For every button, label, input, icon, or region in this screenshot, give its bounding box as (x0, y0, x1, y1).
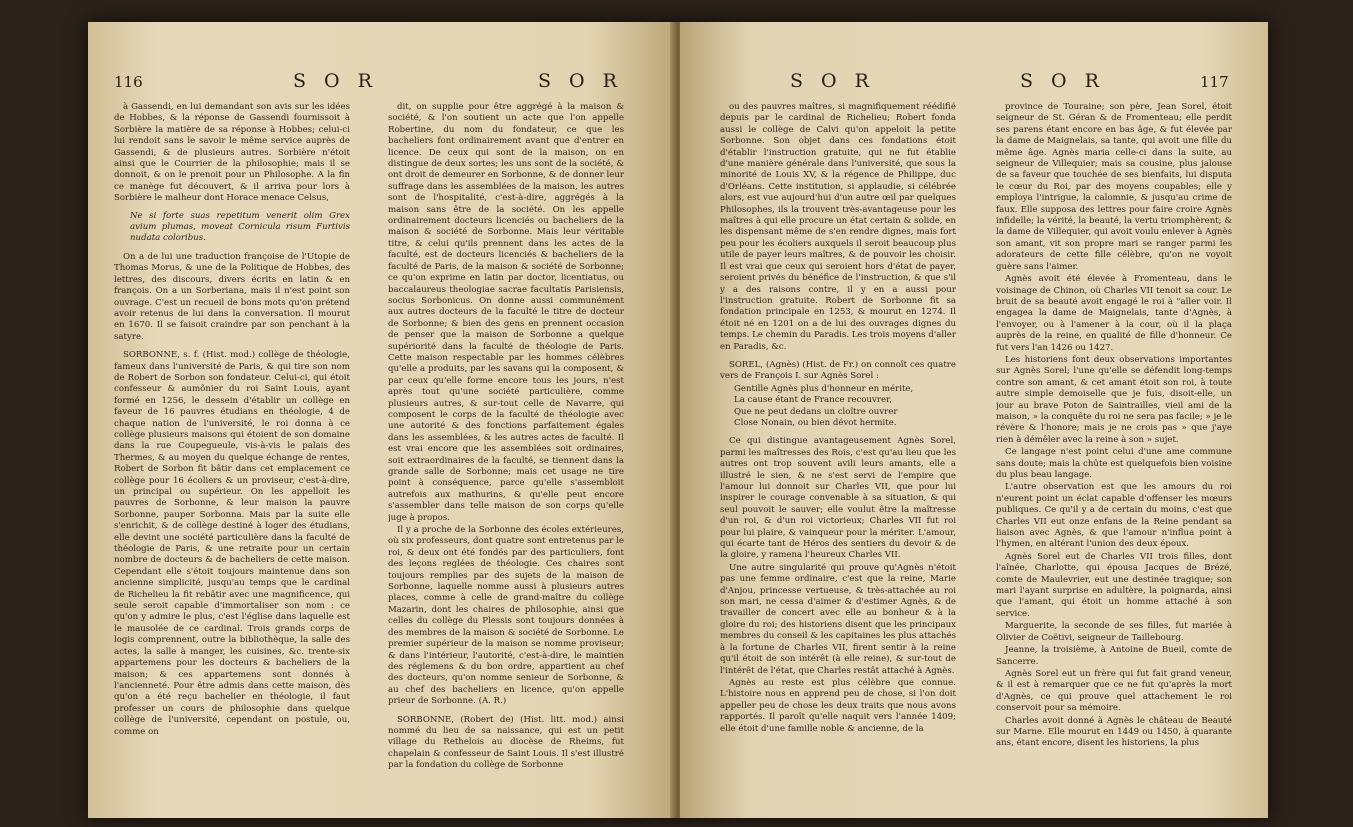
paragraph: Agnès au reste est plus célèbre que connue. L'histoire nous en apprend peu de chose, si l'on doit appeller peu de chose les deux traits que nous avons rapportés. Il paroît qu'elle naquit vers l'année 1409; elle étoit d'une famille noble & ancienne, de la (720, 677, 956, 734)
paragraph: Close Nonain, ou bien dévot hermite. (734, 417, 897, 428)
paragraph: dit, on supplie pour être aggrégé à la maison & société, & l'on soutient un acte que l'on appelle Robertine, du nom du fondateur, ce que les bacheliers font ordinairement avant que d'entrer en licence. De ceux qui sont de la maison, on en distingue de deux sortes; les uns sont de la société, & ont droit de demeurer en Sorbonne, & de donner leur suffrage dans les assemblées de la maison, les autres sont de l'hospitalité, c'est-à-dire, aggrégés à la maison sans être de la société. On les appelle ordinairement docteurs licenciés ou bacheliers de la maison & société de Sorbonne. Mais leur véritable titre, & celui qu'ils prennent dans les actes de la faculté, est de docteurs licenciés & bacheliers de la faculté de Paris, de la maison & société de Sorbonne; ce qu'on exprime en latin par doctor, licentiatus, ou baccalaureus theologiae sacrae facultatis Parisiensis, socius Sorbonicus. On donne aussi communément aux autres docteurs de la faculté le titre de docteur de Sorbonne; & bien des gens en prennent occasion de penser que la maison de Sorbonne a quelque supériorité dans la faculté de théologie de Paris. Cette maison respectable par les hommes célèbres qu'elle a produits, par les savans qui la composent, & par ceux qu'elle forme encore tous les jours, n'est après tout qu'une société particulière, comme plusieurs autres, & sur-tout celle de Navarre, qui composent le corps de la faculté de théologie avec une autorité & des fonctions parfaitement égales dans les assemblées, & les autres actes de faculté. Il est vrai encore que les assemblées soit ordinaires, soit extraordinaires de la faculté, se tiennent dans la grande salle de Sorbonne; mais cet usage ne tire point à conséquence, parce qu'elle s'assembloit autrefois aux mathurins, & qu'elle peut encore s'assembler dans telle maison de son corps qu'elle juge à propos. (388, 102, 624, 523)
paragraph: Les historiens font deux observations importantes sur Agnès Sorel; l'une qu'elle se défendit long-temps contre son amant, & cet amant étoit son roi, à toute autre simple demoiselle que je fuis, disoit-elle, un jour au brave Poton de Saintrailles, vieil ami de la maison, » la conquête du roi ne sera pas facile; » je le révère & l'honore; mais je ne crois pas » que j'aye rien à démêler avec la reine à son » sujet. (996, 354, 1232, 445)
paragraph: Jeanne, la troisième, à Antoine de Bueil, comte de Sancerre. (996, 645, 1232, 667)
paragraph: Agnès avoit été élevée à Fromenteau, dans le voisinage de Chinon, où Charles VII tenoit sa cour. Le bruit de sa beauté avoit engagé le roi à "aller voir. Il engagea la dame de Maignelais, tante d'Agnès, à l'envoyer, ou à l'amener à la cour, où il la plaça auprès de la reine, en qualité de fille d'honneur. Ce fut vers l'an 1426 ou 1427. (996, 274, 1232, 353)
paragraph: L'autre observation est que les amours du roi n'eurent point un éclat capable d'offenser les mœurs publiques. Ce qu'il y a de certain du moins, c'est que Charles VII eut onze enfans de la Reine pendant sa liaison avec Agnès, & que l'amour n'influa point à l'hymen, en altérant l'union des deux époux. (996, 482, 1232, 550)
paragraph: à Gassendi, en lui demandant son avis sur les idées de Hobbes, & la réponse de Gassendi fournissoit à Sorbière la matière de sa réponse à Hobbes; celui-ci lui rendoit sans le savoir le même service auprès de Gassendi, & de plusieurs autres. Sorbière n'étoit ainsi que le Courrier de la philosophie; mais il se donnoit, & on le prenoit pour un Philosophe. A la fin ce manège fut découvert, & il arriva pour lors à Sorbière le malheur dont Horace menace Celsus, (114, 102, 350, 204)
running-head: S O R (538, 70, 623, 92)
right-page (680, 22, 1268, 818)
paragraph: Il y a proche de la Sorbonne des écoles extérieures, où six professeurs, dont quatre sont entretenus par le roi, & deux ont été fondés par des particuliers, font des leçons reglées de théologie. Ces chaires sont toujours remplies par des sujets de la maison de Sorbonne, laquelle nomme aussi à plusieurs autres places, comme à celle de grand-maître du collège Mazarin, dont les chaires de philosophie, ainsi que celles du collège du Plessis sont toujours données à des membres de la maison & société de Sorbonne. Le premier supérieur de la maison se nomme proviseur; & dans l'intérieur, l'autorité, c'est-à-dire, le maintien des réglemens & du bon ordre, appartient au chef des docteurs, qu'on nomme senieur de Sorbonne, & au chef des bacheliers en licence, qu'on appelle prieur de Sorbonne. (A. R.) (388, 525, 624, 707)
text-column-2 (996, 102, 1232, 806)
page-number: 117 (1200, 73, 1229, 91)
paragraph: Une autre singularité qui prouve qu'Agnès n'étoit pas une femme ordinaire, c'est que la reine, Marie d'Anjou, princesse vertueuse, & très-attachée au roi son mari, ne cessa d'aimer & d'estimer Agnès, & de travailler de concert avec elle au bonheur & à la gloire du roi; des historiens disent que les principaux membres du conseil & les capitaines les plus attachés à la fortune de Charles VII, firent sentir à la reine qu'il étoit de son intérêt (à elle reine), & sur-tout de l'intérêt de l'état, que Charles restât attaché à Agnès. (720, 562, 956, 676)
paragraph: ou des pauvres maîtres, si magnifiquement réédifié depuis par le cardinal de Richelieu; Robert fonda aussi le collège de Calvi qu'on appeloit la petite Sorbonne. Son objet dans ces fondations étoit d'établir l'instruction gratuite, qui ne fut établie d'une manière générale dans l'université, que sous la minorité de Louis XV, & la régence de Philippe, duc d'Orléans. Cette institution, si applaudie, si célébrée alors, est vue aujourd'hui d'un autre œil par quelques Philosophes, ils la trouvent très-avantageuse pour les maîtres à qui elle procure un état certain & solide, en les dispensant même de s'en rendre dignes, mais fort peu pour les écoliers auxquels il seroit beaucoup plus utile de payer leurs maîtres, & de pouvoir les choisir. Il est vrai que ceux qui seroient hors d'état de payer, seroient privés du bénéfice de l'instruction, & que s'il y a des raisons contre, il y en a aussi pour l'instruction gratuite. Robert de Sorbonne fit sa fondation principale en 1253, & mourut en 1274. Il étoit né en 1201 on a de lui des ouvrages dignes du temps. Le chemin du Paradis. Les trois moyens d'aller en Paradis, &c. (720, 102, 956, 352)
paragraph: Ne si forte suas repetitum venerit olim Grex avium plumas, moveat Cornicula risum Furtivis nudata coloribus. (130, 210, 350, 244)
paragraph: Gentille Agnès plus d'honneur en mérite, (734, 383, 914, 394)
paragraph: Ce qui distingue avantageusement Agnès Sorel, parmi les maîtresses des Rois, c'est qu'au lieu que les autres ont trop souvent avili leurs amants, elle a illustré le sien, & ne s'est servi de l'empire que l'amour lui donnoit sur Charles VII, que pour lui inspirer le courage convenable à sa situation, & qui seul pouvoit le sauver; elle voulut être la maîtresse d'un roi, & d'un roi victorieux; Charles VII fut roi pour lui plaire, & vainqueur pour la mériter. L'amour, qui écarte tant de Héros des sentiers du devoir & de la gloire, y ramena l'heureux Charles VII. (720, 436, 956, 561)
running-head: S O R (790, 70, 875, 92)
paragraph: SORBONNE, (Robert de) (Hist. litt. mod.) ainsi nommé du lieu de sa naissance, qui est un petit village du Rethelois au diocèse de Rheims, fut chapelain & confesseur de Saint Louis. Il s'est illustré par la fondation du collège de Sorbonne (388, 714, 624, 771)
paragraph: SORBONNE, s. f. (Hist. mod.) collège de théologie, fameux dans l'université de Paris, & qui tire son nom de Robert de Sorbon son fondateur. Celui-ci, qui étoit confesseur & aumônier du roi Saint Louis, ayant formé en 1256, le dessein d'établir un collège en faveur de 16 pauvres étudians en théologie, 4 de chaque nation de l'université, le roi donna à ce collège plusieurs maisons qui étoient de son domaine dans la rue Coupegueule, vis-à-vis le palais des Thermes, & au moyen du quelque échange de rentes, Robert de Sorbon fit bâtir dans cet emplacement ce collège pour 16 écoliers & un proviseur, c'est-à-dire, un principal ou supérieur. On les appelloit les pauvres de Sorbonne, & leur maison la pauvre Sorbonne, pauper Sorbonna. Mais par la suite elle s'enrichit, & de collège destiné à loger des étudians, elle devint une société particulière dans la faculté de théologie de Paris, & une retraite pour un certain nombre de docteurs & de bacheliers de cette maison. Cependant elle s'étoit toujours maintenue dans son ancienne simplicité, jusqu'au temps que le cardinal de Richelieu la fit rebâtir avec une magnificence, qui seule seroit capable d'immortaliser son nom : ce qu'on y admire le plus, c'est l'église dans laquelle est le mausolée de ce cardinal. Trois grands corps de logis comprennent, outre la bibliothèque, la salle des actes, la salle à manger, les cuisines, &c. trente-six appartemens pour les docteurs & bacheliers de la maison; & ces appartemens sont donnés à l'ancienneté. Pour être admis dans cette maison, dès qu'on a été reçu bachelier en théologie, il faut professer un cours de philosophie dans quelque collège de l'université, cependant on postule, ou, comme on (114, 350, 350, 737)
text-column-1 (114, 102, 350, 806)
page-number: 116 (114, 73, 143, 91)
paragraph: Agnès Sorel eut un frère qui fut fait grand veneur, & il est à remarquer que ce ne fut qu'après la mort d'Agnès, ce qui prouve quel attachement le roi conservoit pour sa mémoire. (996, 668, 1232, 714)
paragraph: Charles avoit donné à Agnès le château de Beauté sur Marne. Elle mourut en 1449 ou 1450, à quarante ans, étant encore, disent les historiens, la plus (996, 715, 1232, 749)
paragraph: SOREL, (Agnès) (Hist. de Fr.) on connoît ces quatre vers de François I. sur Agnès Sorel : (720, 359, 956, 382)
left-page (88, 22, 676, 818)
book-spread (88, 22, 1268, 818)
paragraph: La cause étant de France recouvrer, (734, 395, 892, 406)
text-column-1 (720, 102, 956, 806)
paragraph: Que ne peut dedans un cloître ouvrer (734, 406, 898, 417)
paragraph: Ce langage n'est point celui d'une ame commune sans doute; mais la chûte est quelquefois bien voisine du plus beau langage. (996, 447, 1232, 480)
running-head: S O R (293, 70, 378, 92)
left-page-header (88, 70, 676, 96)
paragraph: province de Touraine; son père, Jean Sorel, étoit seigneur de St. Géran & de Fromenteau; elle perdit ses parens étant encore en bas âge, & fut élevée par la dame de Maignelais, sa tante, qui avoit une fille du même âge. Agnès maria celle-ci dans la suite, au seigneur de Villequier; mais sa cousine, plus jalouse de sa faveur que touchée de ses bienfaits, lui disputa le cœur du Roi, par des moyens coupables; elle y employa l'intrigue, la calomnie, & jusqu'au crime de faux. Elle supposa des lettres pour faire croire Agnès infidelle; la vérité, la beauté, la vertu triomphèrent; & la dame de Villequier, qui avoit voulu enlever à Agnès son amant, vit son propre mari se ranger parmi les adorateurs de cette fille célèbre, qu'on ne voyoit guère sans l'aimer. (996, 102, 1232, 272)
paragraph: Agnès Sorel eut de Charles VII trois filles, dont l'aînée, Charlotte, qui épousa Jacques de Brézé, comte de Maulevrier, eut une destinée tragique; son mari l'ayant surprise en adultère, la poignarda, ainsi que l'amant, qui étoit un homme attaché à son service. (996, 551, 1232, 619)
text-column-2 (388, 102, 624, 806)
right-page-header (680, 70, 1268, 96)
running-head: S O R (1020, 70, 1105, 92)
paragraph: On a de lui une traduction françoise de l'Utopie de Thomas Morus, & une de la Politique de Hobbes, des lettres, des discours, divers écrits en latin & en françois. On a un Sorberiana, mais il n'est point son ouvrage. C'est un recueil de bons mots qu'on prétend avoir retenus de lui dans la conversation. Il mourut en 1670. Il se faisoit craindre par son penchant à la satyre. (114, 251, 350, 342)
paragraph: Marguerite, la seconde de ses filles, fut mariée à Olivier de Coëtivi, seigneur de Taillebourg. (996, 621, 1232, 643)
